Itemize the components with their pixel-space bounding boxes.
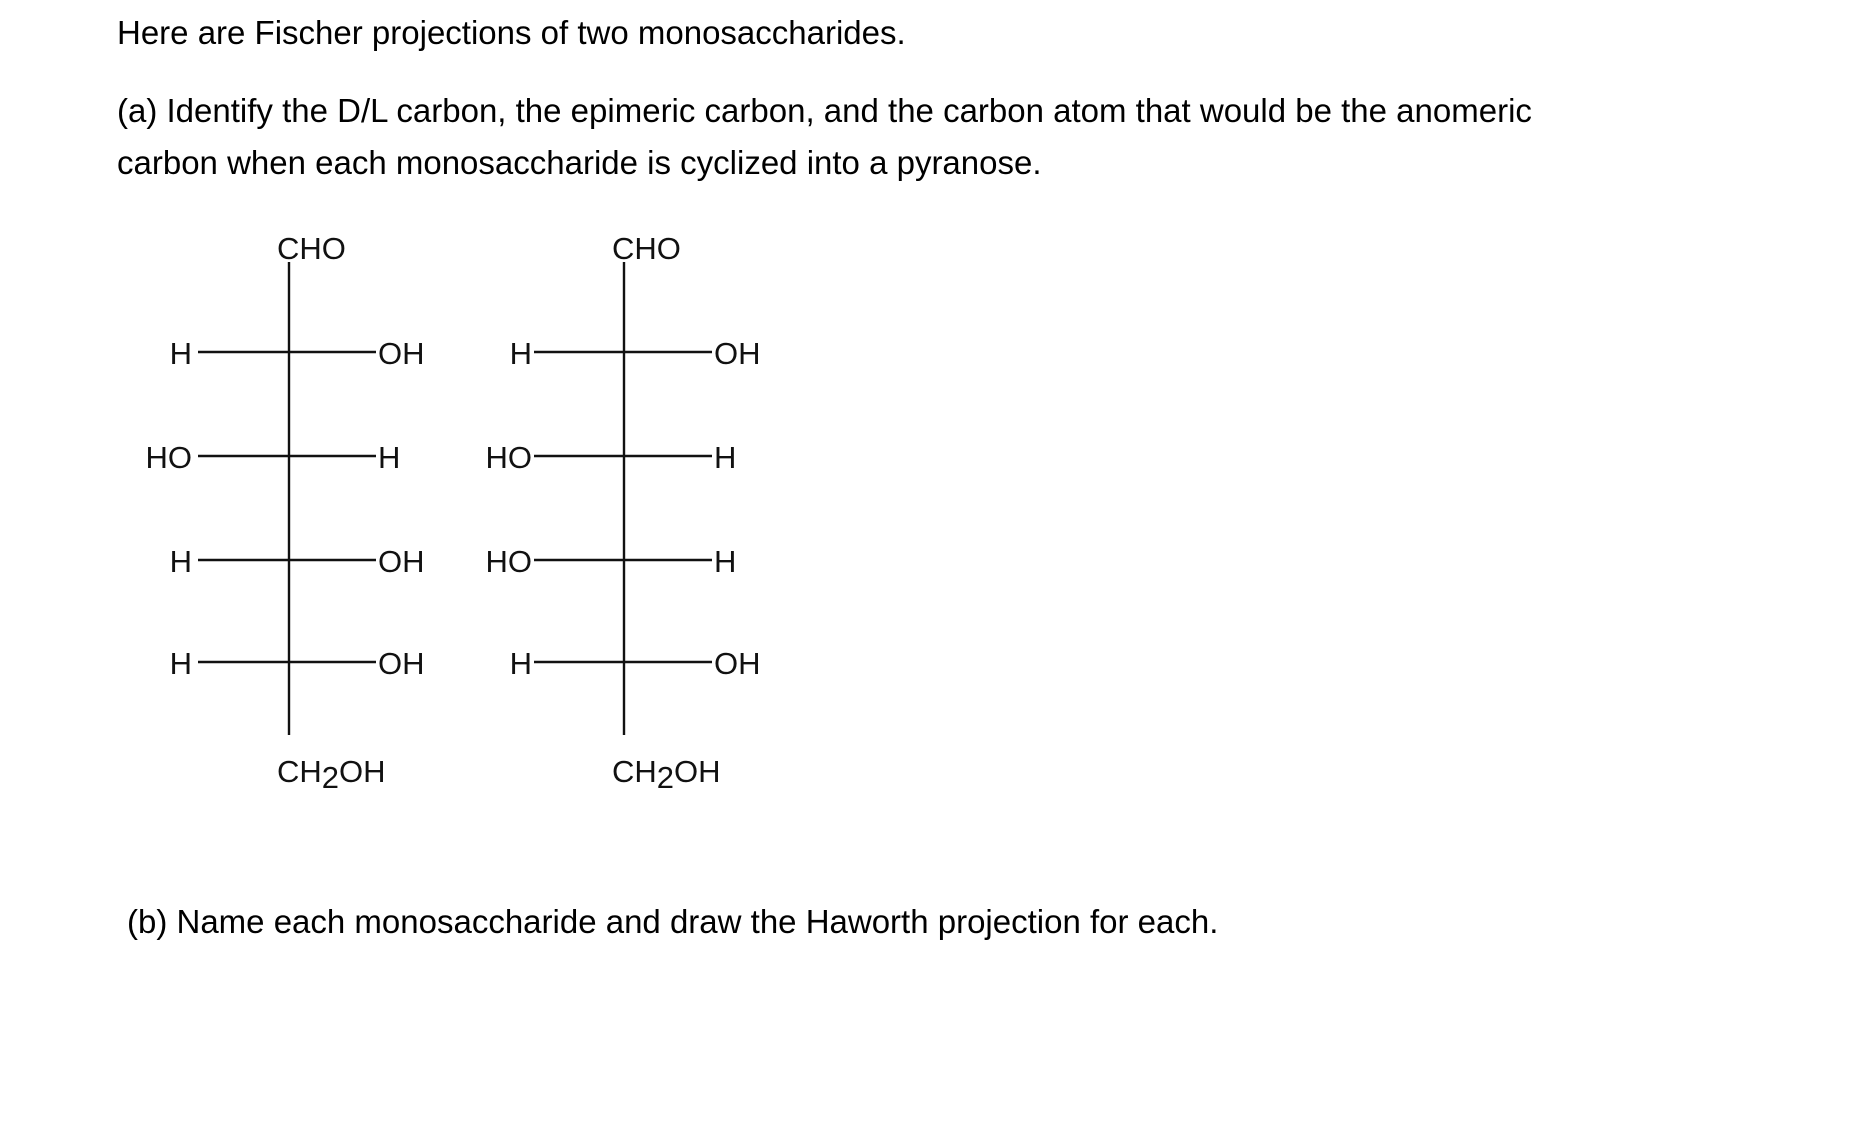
question-b-text: (b) Name each monosaccharide and draw the Haworth projection for each. (127, 903, 1219, 940)
left-row3-left-group: H (169, 544, 192, 579)
right-bottom-group: CH2OH (612, 754, 721, 795)
left-row4-left-group: H (169, 646, 192, 681)
intro-text: Here are Fischer projections of two monosaccharides. (117, 14, 906, 51)
fischer-structure-left (146, 231, 425, 795)
right-row3-right-group: H (714, 544, 737, 579)
right-row1-right-group: OH (714, 336, 761, 371)
left-row3-right-group: OH (378, 544, 425, 579)
left-bottom-group: CH2OH (277, 754, 386, 795)
fischer-structure-right (486, 231, 761, 795)
right-row2-right-group: H (714, 440, 737, 475)
left-top-group: CHO (277, 231, 346, 266)
left-row4-right-group: OH (378, 646, 425, 681)
right-row4-right-group: OH (714, 646, 761, 681)
question-a-line-2: carbon when each monosaccharide is cyclized into a pyranose. (117, 144, 1042, 181)
left-row2-right-group: H (378, 440, 401, 475)
left-row1-left-group: H (169, 336, 192, 371)
left-row1-right-group: OH (378, 336, 425, 371)
left-row2-left-group: HO (145, 440, 192, 475)
right-row4-left-group: H (509, 646, 532, 681)
right-row3-left-group: HO (485, 544, 532, 579)
right-row1-left-group: H (509, 336, 532, 371)
right-row2-left-group: HO (485, 440, 532, 475)
right-top-group: CHO (612, 231, 681, 266)
question-a-line-1: (a) Identify the D/L carbon, the epimeric carbon, and the carbon atom that would be the anomeric (117, 92, 1532, 129)
